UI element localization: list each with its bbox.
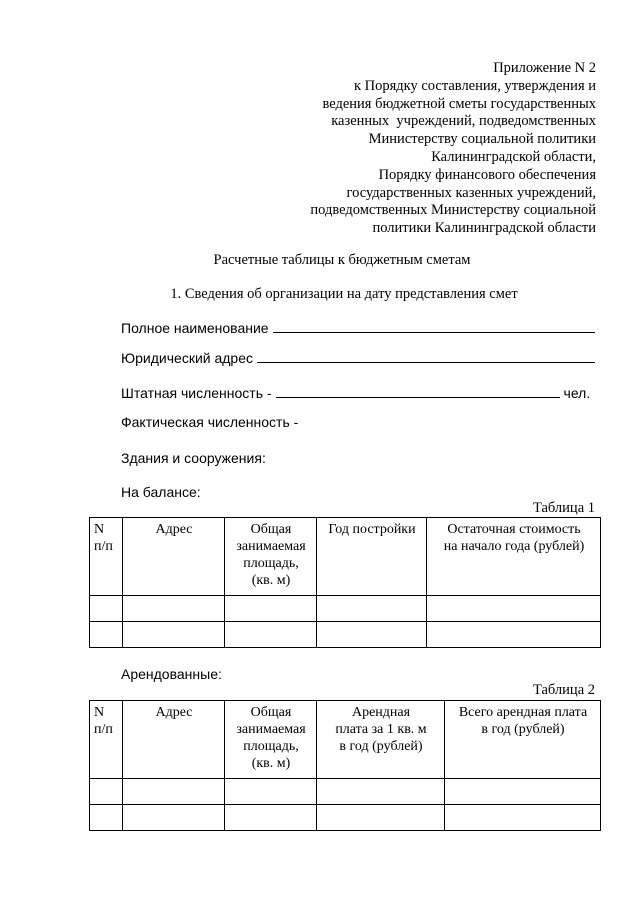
document-title: Расчетные таблицы к бюджетным сметам — [213, 252, 471, 268]
table-cell[interactable] — [225, 805, 317, 831]
table2-header-address — [123, 701, 225, 779]
table-cell[interactable] — [317, 779, 445, 805]
table1-header-address — [123, 518, 225, 596]
header-line: казенных учреждений, подведомственных — [331, 113, 596, 130]
table-cell[interactable] — [317, 805, 445, 831]
legal-address-label: Юридический адрес — [121, 350, 254, 366]
header-line: Министерству социальной политики — [368, 131, 596, 148]
table-row — [90, 622, 601, 648]
full-name-label: Полное наименование — [121, 320, 269, 336]
full-name-field — [121, 320, 595, 336]
table-cell[interactable] — [90, 622, 123, 648]
table-cell[interactable] — [90, 779, 123, 805]
table2-header-total-rent — [445, 701, 601, 779]
table-cell[interactable] — [445, 805, 601, 831]
header-text: Общая занимаемая площадь, (кв. м) — [236, 522, 306, 588]
table-cell[interactable] — [427, 622, 601, 648]
actual-count-label: Фактическая численность - — [121, 414, 299, 430]
header-line: к Порядку составления, утверждения и — [353, 77, 596, 94]
legal-address-field — [121, 350, 595, 366]
table-cell[interactable] — [123, 779, 225, 805]
full-name-blank — [273, 331, 595, 333]
header-text: Общая занимаемая площадь, (кв. м) — [236, 705, 306, 771]
table2-header-rent-per-sqm — [317, 701, 445, 779]
staff-count-unit: чел. — [563, 385, 591, 401]
table1-header-year — [317, 518, 427, 596]
on-balance-label: На балансе: — [121, 484, 201, 500]
header-line: ведения бюджетной сметы государственных — [322, 95, 596, 112]
header-text: Адрес — [155, 522, 193, 537]
staff-count-field — [121, 385, 590, 401]
table1-caption: Таблица 1 — [532, 500, 595, 516]
table-cell[interactable] — [225, 779, 317, 805]
table2-caption: Таблица 2 — [532, 682, 595, 698]
header-line: Порядку финансового обеспечения — [378, 166, 596, 183]
header-text: Арендная плата за 1 кв. м в год (рублей) — [335, 705, 427, 754]
section-title: 1. Сведения об организации на дату представления смет — [170, 286, 518, 302]
table1-header-residual-value — [427, 518, 601, 596]
header-text: Остаточная стоимость на начало года (рублей) — [443, 522, 585, 554]
table-row — [90, 805, 601, 831]
appendix-header — [310, 60, 596, 238]
legal-address-blank — [257, 361, 595, 363]
table-cell[interactable] — [317, 622, 427, 648]
table1-balance-buildings — [89, 517, 601, 648]
table-cell[interactable] — [225, 622, 317, 648]
table-row — [90, 779, 601, 805]
staff-count-label: Штатная численность - — [121, 385, 272, 401]
header-line: политики Калининградской области — [372, 220, 596, 237]
table1-header-row — [90, 518, 601, 596]
table-cell[interactable] — [445, 779, 601, 805]
table-cell[interactable] — [317, 596, 427, 622]
table-cell[interactable] — [123, 622, 225, 648]
table-cell[interactable] — [225, 596, 317, 622]
header-text: N п/п — [94, 705, 113, 737]
header-line: Приложение N 2 — [493, 60, 596, 76]
table-cell[interactable] — [123, 596, 225, 622]
table2-rented-buildings — [89, 700, 601, 831]
table-cell[interactable] — [90, 805, 123, 831]
table1-header-area — [225, 518, 317, 596]
table-row — [90, 596, 601, 622]
table2-header-number — [90, 701, 123, 779]
header-line: подведомственных Министерству социальной — [310, 202, 596, 219]
table1-header-number — [90, 518, 123, 596]
table-cell[interactable] — [427, 596, 601, 622]
table2-header-area — [225, 701, 317, 779]
staff-count-blank — [276, 396, 560, 398]
header-line: Калининградской области, — [431, 148, 596, 165]
buildings-label: Здания и сооружения: — [121, 450, 266, 466]
header-text: N п/п — [94, 522, 113, 554]
header-line: государственных казенных учреждений, — [346, 184, 596, 201]
table-cell[interactable] — [123, 805, 225, 831]
header-text: Год постройки — [328, 522, 416, 537]
rented-label: Арендованные: — [121, 666, 222, 682]
header-text: Всего арендная плата в год (рублей) — [458, 705, 588, 737]
header-text: Адрес — [155, 705, 193, 720]
table2-header-row — [90, 701, 601, 779]
table-cell[interactable] — [90, 596, 123, 622]
